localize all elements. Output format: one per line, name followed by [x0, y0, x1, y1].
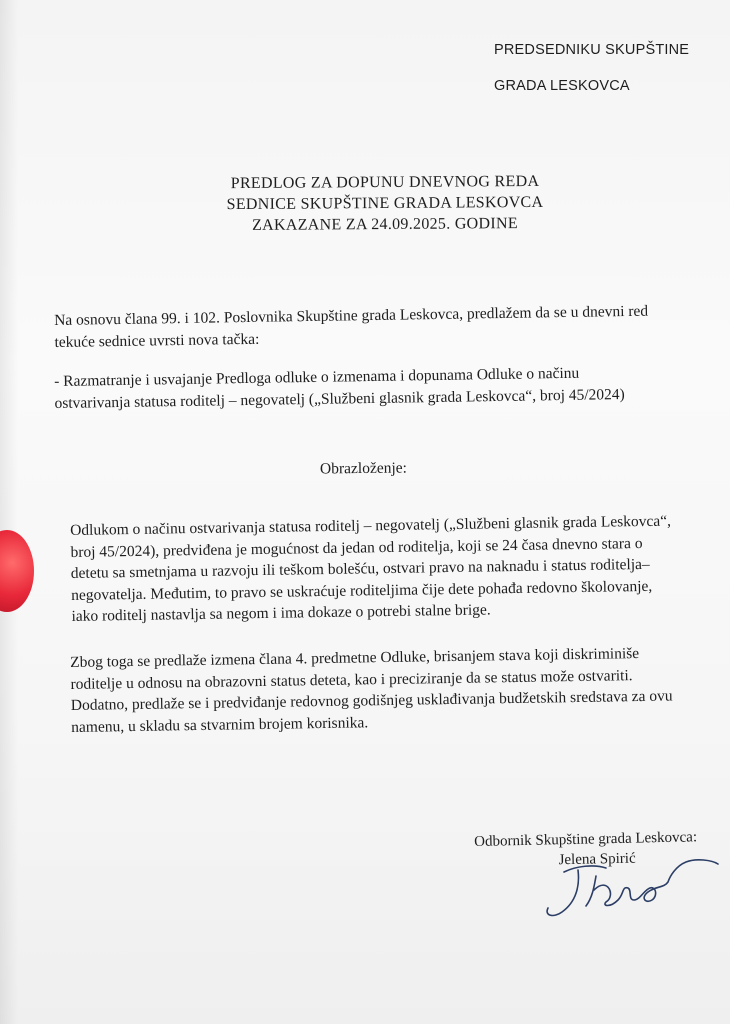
body-2-line: roditelje u odnosu na obrazovni status deteta, kao i preciziranje da se status može ostvariti.	[70, 666, 633, 693]
body-paragraph-2	[70, 642, 711, 738]
recipient-line-2: GRADA LESKOVCA	[494, 78, 630, 94]
signatory-name: Jelena Spirić	[558, 850, 636, 869]
recipient-line-1: PREDSEDNIKU SKUPŠTINE	[494, 42, 690, 58]
intro-line-1: Na osnovu člana 99. i 102. Poslovnika Skupštine grada Leskovca, predlažem da se u dnevni red	[54, 302, 649, 329]
document-title	[150, 172, 620, 235]
intro-paragraph	[54, 300, 695, 354]
intro-line-2: tekuće sednice uvrsti nova tačka:	[54, 330, 260, 351]
signatory-role: Odbornik Skupštine grada Leskovca:	[474, 829, 698, 850]
body-1-line: broj 45/2024), predviđena je mogućnost da jedan od roditelja, koji se 24 časa dnevno stara o	[70, 534, 643, 561]
body-2-line: namenu, u skladu sa stvarnim brojem korisnika.	[71, 713, 369, 736]
title-line-1: PREDLOG ZA DOPUNU DNEVNOG REDA	[230, 172, 540, 193]
body-1-line: iako roditelj nastavlja sa negom i ima dokaze o potrebi stalne brige.	[71, 601, 491, 625]
page-edge-shadow	[0, 0, 18, 1024]
body-2-line: Dodatno, predlaže se i predviđanje redovnog godišnjeg usklađivanja budžetskih sredstava za ovu	[70, 687, 673, 714]
handwritten-signature	[536, 846, 726, 926]
body-2-line: Zbog toga se predlaže izmena člana 4. predmetne Odluke, brisanjem stava koji diskriminiše	[70, 645, 640, 671]
fingernail-photo-artifact	[0, 530, 34, 612]
agenda-item-line-1: - Razmatranje i usvajanje Predloga odluke o izmenama i dopunama Odluke o načinu	[54, 364, 580, 390]
title-line-3: ZAKAZANE ZA 24.09.2025. GODINE	[252, 215, 518, 234]
agenda-item-line-2: ostvarivanja statusa roditelj – negovatelj („Službeni glasnik grada Leskovca“, broj 45/2024)	[54, 386, 625, 412]
body-1-line: detetu sa smetnjama u razvoju ili teškom bolešću, ostvari pravo na naknadu i status roditelja–	[70, 555, 650, 582]
agenda-item	[54, 361, 705, 415]
reasoning-heading: Obrazloženje:	[319, 459, 408, 478]
body-paragraph-1	[70, 510, 712, 628]
title-line-2: SEDNICE SKUPŠTINE GRADA LESKOVCA	[226, 193, 544, 214]
body-1-line: Odlukom o načinu ostvarivanja statusa roditelj – negovatelj („Službeni glasnik grada Leskovca“,	[70, 512, 672, 539]
body-1-line: negovatelja. Međutim, to pravo se uskraćuje roditeljima čije dete pohađa redovno školovanje,	[71, 577, 653, 604]
